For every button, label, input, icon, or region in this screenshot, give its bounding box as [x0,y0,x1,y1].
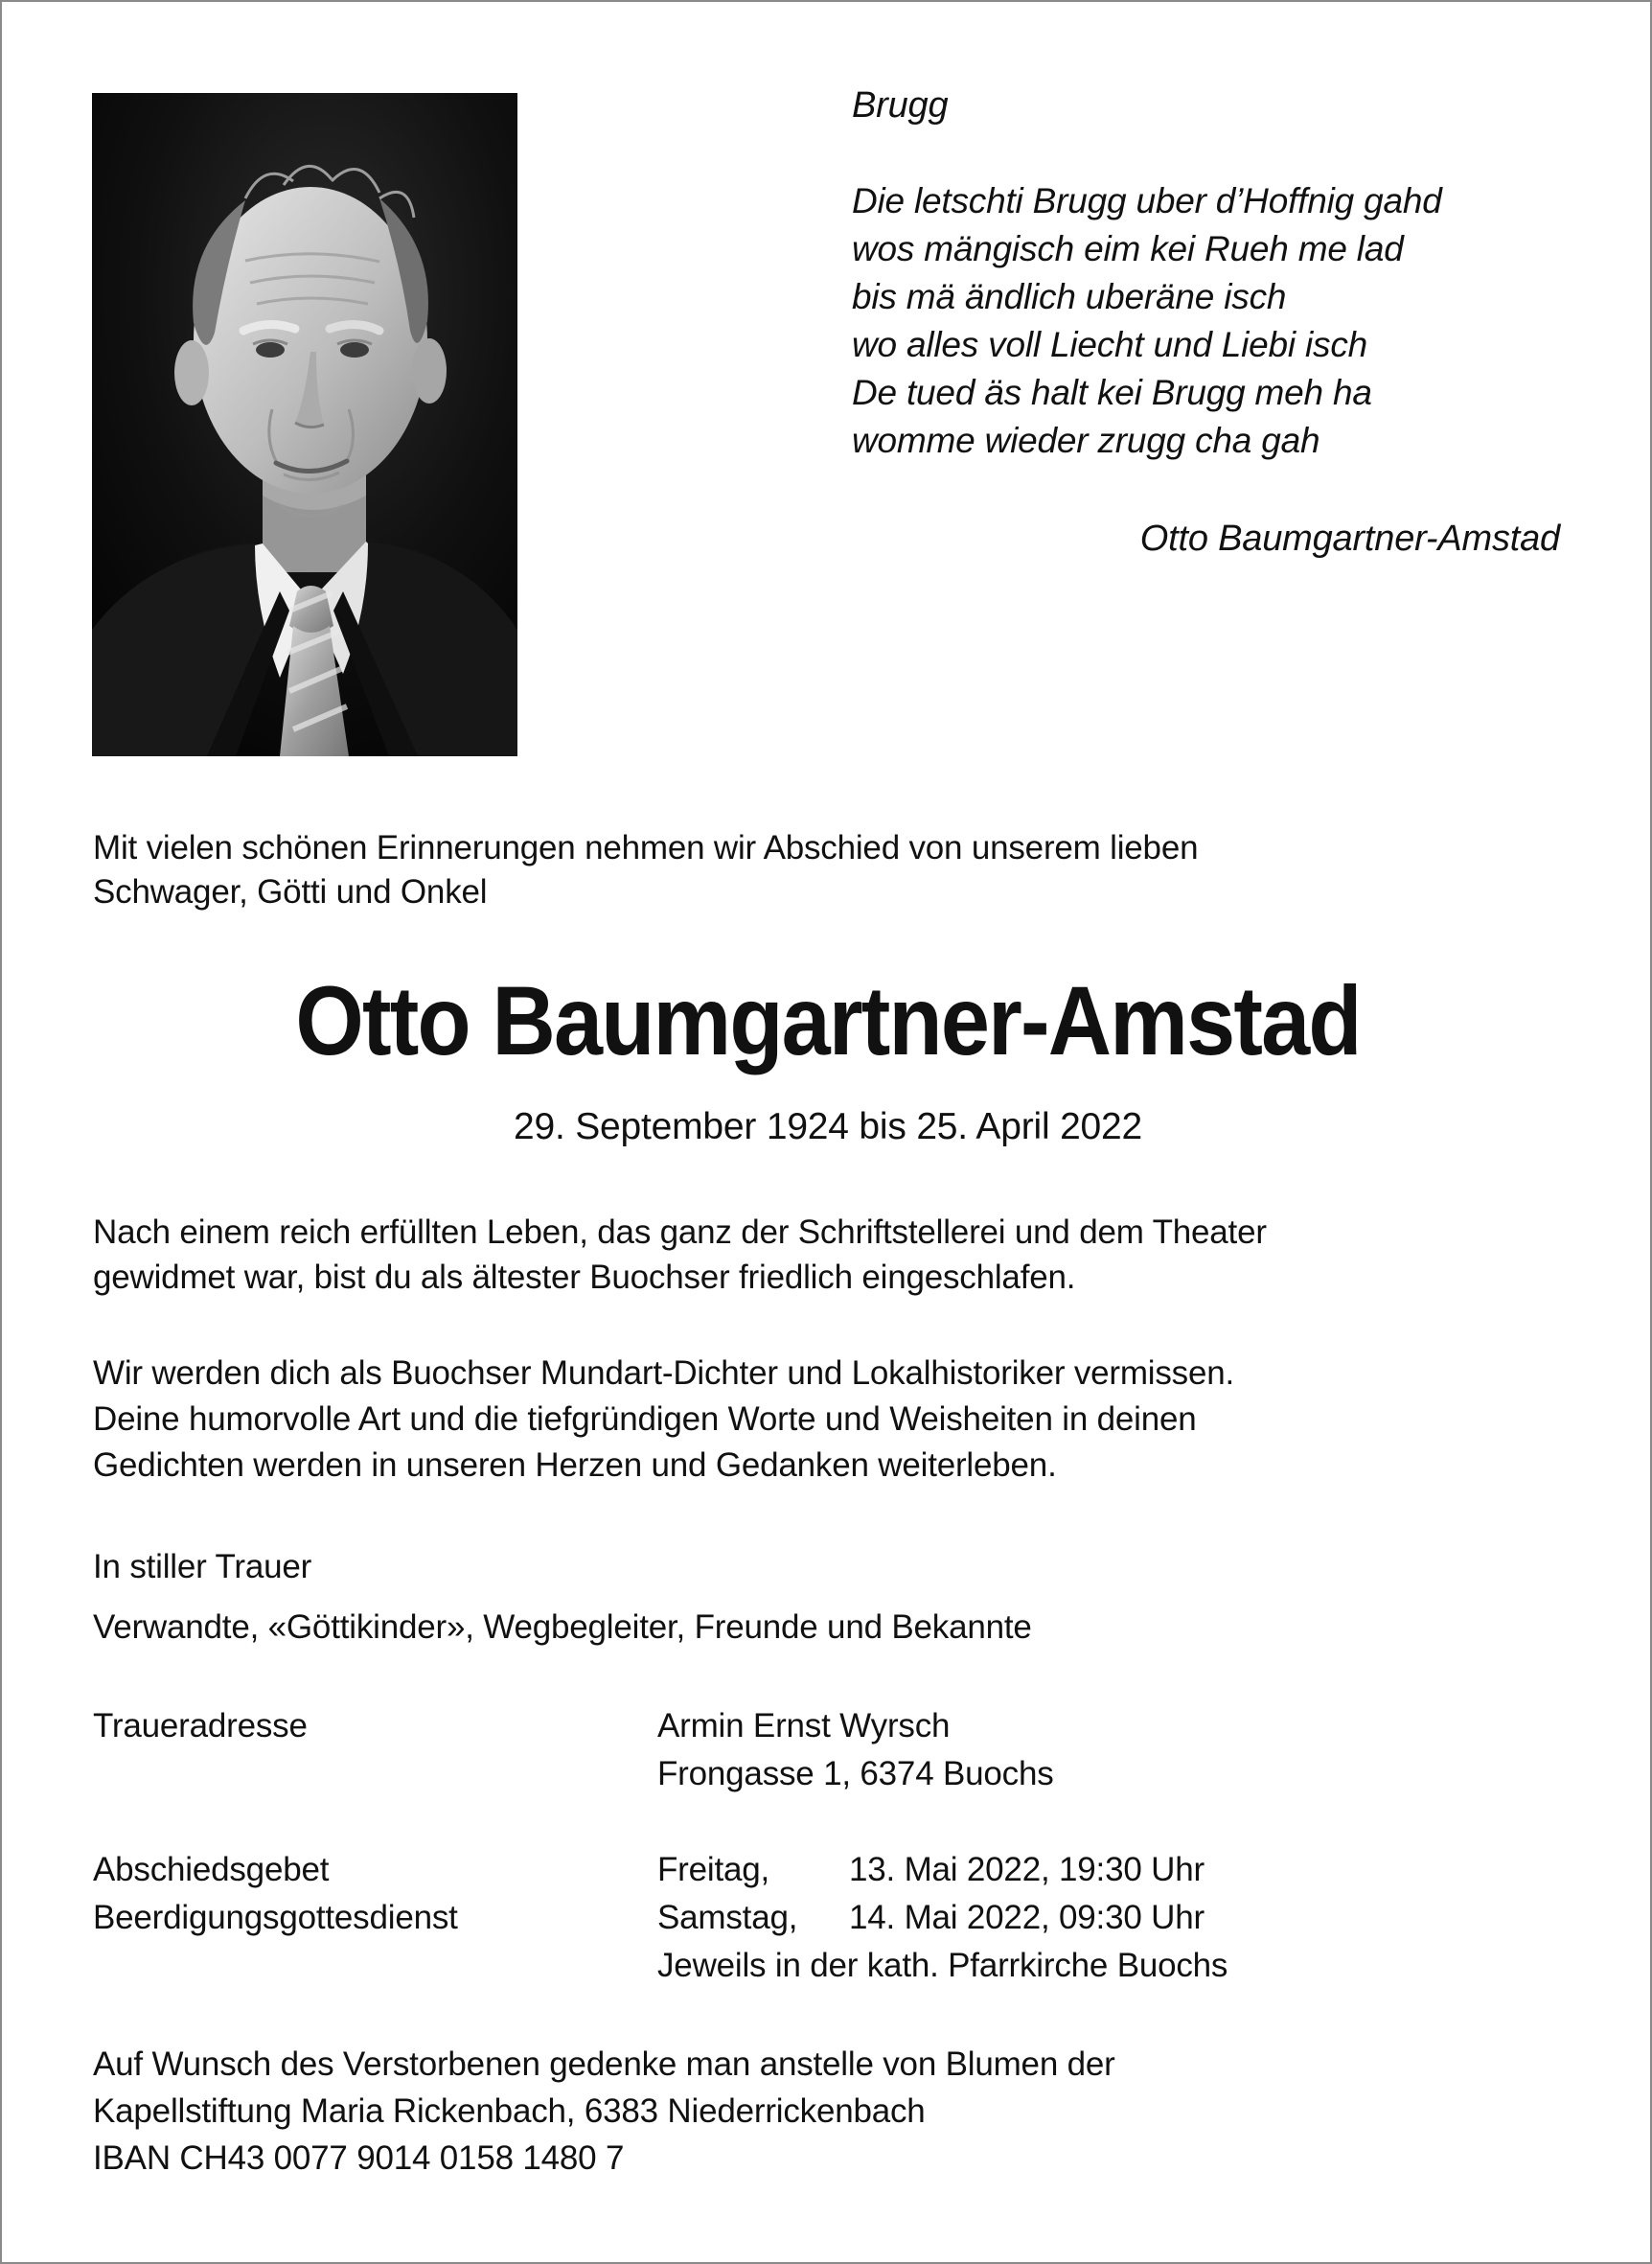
poem-attribution: Otto Baumgartner-Amstad [1139,519,1560,559]
event-datetime: 14. Mai 2022, 09:30 Uhr [849,1899,1205,1936]
farewell-intro-line: Mit vielen schönen Erinnerungen nehmen wir Abschied von unserem lieben [93,829,1199,866]
donation-line: IBAN CH43 0077 9014 0158 1480 7 [93,2139,625,2177]
paragraph-line: gewidmet war, bist du als ältester Buochser friedlich eingeschlafen. [93,1259,1076,1296]
deceased-name: Otto Baumgartner-Amstad [295,966,1361,1075]
donation-note [93,2041,1115,2182]
poem-line: bis mä ändlich uberäne isch [852,277,1287,316]
poem-title: Brugg [852,85,949,126]
paragraph-line: Gedichten werden in unseren Herzen und Gedanken weiterleben. [93,1446,1057,1484]
deceased-dates: 29. September 1924 bis 25. April 2022 [513,1106,1143,1147]
address-name: Armin Ernst Wyrsch [657,1707,951,1744]
paragraph-line: Wir werden dich als Buochser Mundart-Dichter und Lokalhistoriker vermissen. [93,1354,1235,1392]
donation-line: Auf Wunsch des Verstorbenen gedenke man anstelle von Blumen der [93,2045,1115,2083]
obituary-paragraph-1 [93,1210,1267,1300]
poem-line: Die letschti Brugg uber d’Hoffnig gahd [852,181,1442,220]
poem [852,177,1442,465]
portrait-photo [92,93,517,756]
paragraph-line: Deine humorvolle Art und die tiefgründigen Worte und Weisheiten in deinen [93,1400,1197,1438]
address-street: Frongasse 1, 6374 Buochs [657,1755,1054,1792]
event-day: Samstag, [657,1899,798,1936]
poem-line: womme wieder zrugg cha gah [852,421,1320,460]
farewell-intro-line: Schwager, Götti und Onkel [93,873,488,911]
obituary-paragraph-2 [93,1351,1234,1489]
farewell-intro [93,826,1198,914]
poem-line: wos mängisch eim kei Rueh me lad [852,229,1404,268]
paragraph-line: Nach einem reich erfüllten Leben, das ganz der Schriftstellerei und dem Theater [93,1213,1267,1251]
event-day: Freitag, [657,1851,770,1888]
poem-line: wo alles voll Liecht und Liebi isch [852,325,1368,364]
mourners-line: Verwandte, «Göttikinder», Wegbegleiter, Freunde und Bekannte [93,1608,1032,1646]
address-label: Traueradresse [93,1707,308,1744]
donation-line: Kapellstiftung Maria Rickenbach, 6383 Niederrickenbach [93,2092,926,2130]
portrait-photo-art [92,93,517,756]
events-note: Jeweils in der kath. Pfarrkirche Buochs [657,1947,1228,1984]
event-datetime: 13. Mai 2022, 19:30 Uhr [849,1851,1205,1888]
event-label: Beerdigungsgottesdienst [93,1899,458,1936]
poem-line: De tued äs halt kei Brugg meh ha [852,373,1372,412]
mourning-intro: In stiller Trauer [93,1548,312,1585]
event-label: Abschiedsgebet [93,1851,330,1888]
